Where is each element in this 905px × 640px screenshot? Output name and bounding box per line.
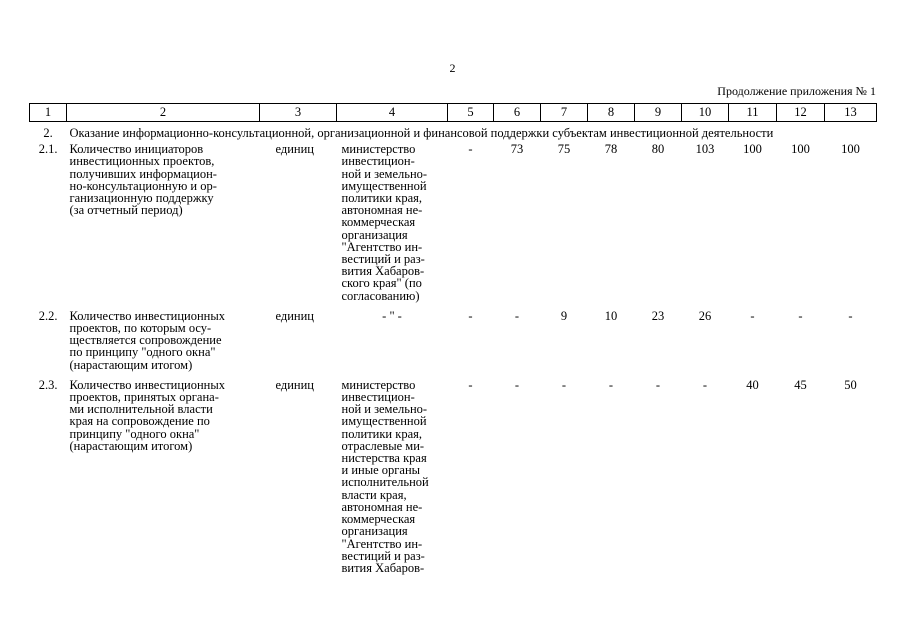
executor-cell: - " - — [382, 308, 402, 323]
row-number: 2.2. — [38, 308, 58, 323]
value-cell: 45 — [794, 377, 807, 392]
column-number-header: 10 — [682, 104, 729, 122]
section-row — [30, 122, 877, 144]
column-number-header: 8 — [588, 104, 635, 122]
column-number-header: 6 — [494, 104, 541, 122]
continuation-label: Продолжение приложения № 1 — [717, 84, 876, 98]
value-cell: 100 — [791, 142, 810, 157]
column-number-row — [30, 104, 877, 122]
value-cell: - — [608, 377, 614, 392]
unit-cell: единиц — [275, 308, 315, 323]
value-cell: 23 — [651, 308, 665, 323]
section-title: Оказание информационно-консультационной, организационной и финансовой поддержки субъектам инвестиционной деятельности — [69, 126, 774, 140]
row-number: 2.3. — [38, 377, 58, 392]
value-cell: - — [848, 308, 853, 323]
value-cell: 73 — [510, 142, 524, 157]
value-cell: 80 — [651, 142, 665, 157]
value-cell: - — [702, 377, 708, 392]
value-cell: - — [561, 377, 567, 392]
indicator-name: Количество инвестиционных проектов, по которым осу- ществляется сопровождение по принципу "одного окна" (нарастающим итогом) — [69, 308, 225, 372]
value-cell: - — [655, 377, 661, 392]
section-number: 2. — [43, 126, 53, 140]
column-number-header: 3 — [260, 104, 337, 122]
value-cell: - — [468, 308, 473, 323]
indicator-name: Количество инвестиционных проектов, принятых органа- ми исполнительной власти края на сопровождение по принципу "одного окна" (нарастающим итогом) — [69, 377, 225, 453]
unit-cell: единиц — [275, 142, 315, 157]
value-cell: - — [750, 308, 755, 323]
indicator-name: Количество инициаторов инвестиционных проектов, получивших информацион- но-консультационную и ор- ганизационную поддержку (за отчетный период) — [69, 142, 217, 218]
value-cell: 26 — [698, 308, 712, 323]
column-number-header: 7 — [541, 104, 588, 122]
column-number-header: 11 — [729, 104, 777, 122]
unit-cell: единиц — [275, 377, 315, 392]
executor-cell: министерство инвестицион- ной и земельно- имущественной политики края, автономная не- коммерческая организация "Агентство ин- вестиций и раз- вития Хабаров- ского края" (по согласованию) — [341, 142, 428, 303]
column-number-header: 13 — [825, 104, 877, 122]
page-number: 2 — [449, 61, 456, 75]
value-cell: 9 — [560, 308, 568, 323]
row-number: 2.1. — [38, 142, 58, 157]
value-cell: 40 — [746, 377, 759, 392]
value-cell: 78 — [604, 142, 618, 157]
value-cell: 75 — [557, 142, 571, 157]
column-number-header: 1 — [30, 104, 67, 122]
table-row — [30, 143, 877, 310]
table-row — [30, 310, 877, 379]
column-number-header: 2 — [67, 104, 260, 122]
column-number-header: 12 — [777, 104, 825, 122]
value-cell: - — [798, 308, 803, 323]
value-cell: 100 — [743, 142, 762, 157]
value-cell: - — [468, 377, 473, 392]
column-number-header: 5 — [448, 104, 494, 122]
value-cell: - — [468, 142, 473, 157]
value-cell: 50 — [844, 377, 857, 392]
value-cell: 10 — [604, 308, 618, 323]
value-cell: - — [514, 308, 520, 323]
value-cell: - — [514, 377, 520, 392]
indicators-table — [29, 103, 877, 582]
table-row — [30, 379, 877, 582]
executor-cell: министерство инвестицион- ной и земельно- имущественной политики края, отраслевые ми- нистерства края и иные органы исполнительной власти края, автономная не- коммерческая организация "Агентство ин- вестиций и раз- вития Хабаров- — [341, 377, 429, 575]
value-cell: 103 — [695, 142, 715, 157]
column-number-header: 4 — [337, 104, 448, 122]
value-cell: 100 — [841, 142, 860, 157]
column-number-header: 9 — [635, 104, 682, 122]
